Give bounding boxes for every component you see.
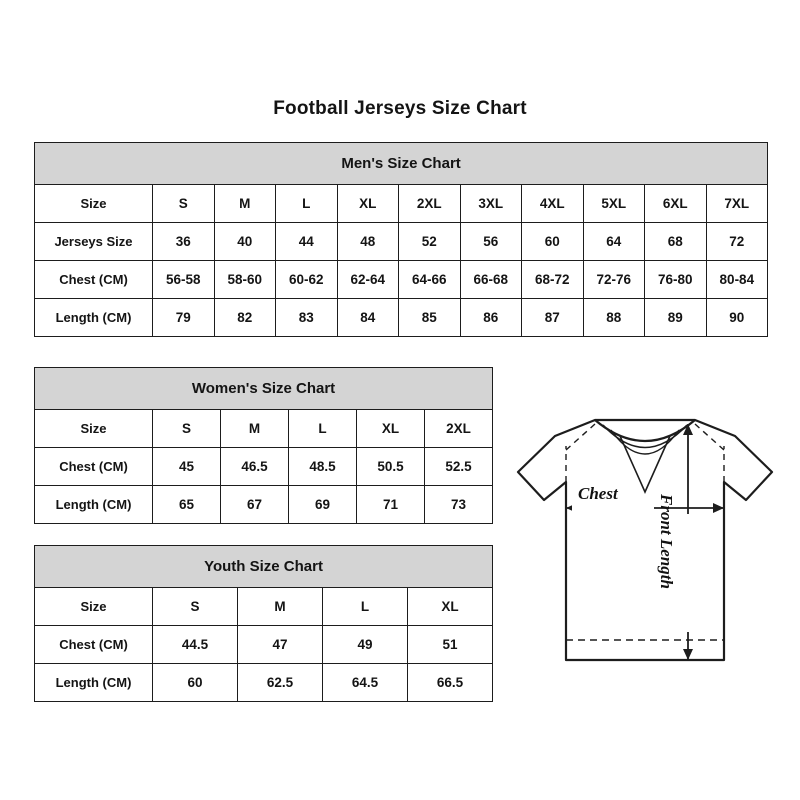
table-cell: 44.5: [153, 626, 238, 664]
table-cell: 60: [153, 664, 238, 702]
youth-table-caption: Youth Size Chart: [35, 546, 493, 588]
table-cell: 79: [153, 299, 215, 337]
row-label: Size: [35, 185, 153, 223]
table-cell: L: [276, 185, 338, 223]
table-row: [35, 185, 768, 223]
table-cell: 48.5: [289, 448, 357, 486]
table-cell: 2XL: [399, 185, 461, 223]
table-cell: 83: [276, 299, 338, 337]
table-cell: 46.5: [221, 448, 289, 486]
table-cell: 64: [583, 223, 645, 261]
row-label: Chest (CM): [35, 626, 153, 664]
table-cell: 64-66: [399, 261, 461, 299]
table-cell: 52: [399, 223, 461, 261]
table-cell: S: [153, 588, 238, 626]
table-cell: 69: [289, 486, 357, 524]
table-cell: 82: [214, 299, 276, 337]
table-cell: 40: [214, 223, 276, 261]
table-caption-row: [35, 368, 493, 410]
table-row: [35, 664, 493, 702]
table-cell: 60-62: [276, 261, 338, 299]
table-cell: 7XL: [706, 185, 768, 223]
table-cell: 73: [425, 486, 493, 524]
table-cell: 71: [357, 486, 425, 524]
table-cell: 49: [323, 626, 408, 664]
table-cell: 62-64: [337, 261, 399, 299]
table-cell: 76-80: [645, 261, 707, 299]
row-label: Size: [35, 410, 153, 448]
table-cell: L: [289, 410, 357, 448]
table-cell: 90: [706, 299, 768, 337]
table-row: [35, 448, 493, 486]
table-cell: 3XL: [460, 185, 522, 223]
page-title: Football Jerseys Size Chart: [273, 98, 527, 119]
table-cell: 85: [399, 299, 461, 337]
jersey-measurement-diagram: [500, 398, 790, 698]
table-caption-row: [35, 143, 768, 185]
table-cell: 67: [221, 486, 289, 524]
table-cell: 56: [460, 223, 522, 261]
table-cell: 56-58: [153, 261, 215, 299]
table-cell: S: [153, 185, 215, 223]
chest-measure-label: Chest: [578, 484, 618, 503]
table-cell: 4XL: [522, 185, 584, 223]
table-cell: 80-84: [706, 261, 768, 299]
table-cell: 86: [460, 299, 522, 337]
table-cell: 68: [645, 223, 707, 261]
table-cell: 72: [706, 223, 768, 261]
table-row: [35, 486, 493, 524]
table-row: [35, 626, 493, 664]
mens-size-chart-table: [34, 142, 768, 337]
table-cell: L: [323, 588, 408, 626]
table-caption-row: [35, 546, 493, 588]
table-cell: 2XL: [425, 410, 493, 448]
table-cell: XL: [408, 588, 493, 626]
row-label: Size: [35, 588, 153, 626]
row-label: Jerseys Size: [35, 223, 153, 261]
row-label: Length (CM): [35, 486, 153, 524]
table-cell: 51: [408, 626, 493, 664]
table-cell: XL: [357, 410, 425, 448]
table-cell: 65: [153, 486, 221, 524]
mens-table-caption: Men's Size Chart: [35, 143, 768, 185]
youth-size-chart-table: [34, 545, 493, 702]
table-cell: 72-76: [583, 261, 645, 299]
row-label: Length (CM): [35, 664, 153, 702]
table-cell: 62.5: [238, 664, 323, 702]
table-cell: 47: [238, 626, 323, 664]
table-cell: M: [238, 588, 323, 626]
table-row: [35, 299, 768, 337]
table-row: [35, 223, 768, 261]
table-cell: S: [153, 410, 221, 448]
womens-table-caption: Women's Size Chart: [35, 368, 493, 410]
row-label: Chest (CM): [35, 261, 153, 299]
table-cell: 52.5: [425, 448, 493, 486]
table-cell: 45: [153, 448, 221, 486]
table-cell: XL: [337, 185, 399, 223]
row-label: Chest (CM): [35, 448, 153, 486]
table-cell: M: [221, 410, 289, 448]
table-cell: 64.5: [323, 664, 408, 702]
row-label: Length (CM): [35, 299, 153, 337]
table-row: [35, 261, 768, 299]
table-cell: M: [214, 185, 276, 223]
table-cell: 5XL: [583, 185, 645, 223]
table-cell: 36: [153, 223, 215, 261]
jersey-shirt-icon: [500, 398, 790, 698]
table-cell: 88: [583, 299, 645, 337]
table-cell: 50.5: [357, 448, 425, 486]
table-cell: 66.5: [408, 664, 493, 702]
table-cell: 60: [522, 223, 584, 261]
table-cell: 48: [337, 223, 399, 261]
table-cell: 58-60: [214, 261, 276, 299]
table-cell: 66-68: [460, 261, 522, 299]
table-cell: 6XL: [645, 185, 707, 223]
table-cell: 87: [522, 299, 584, 337]
table-cell: 68-72: [522, 261, 584, 299]
womens-size-chart-table: [34, 367, 493, 524]
table-row: [35, 588, 493, 626]
front-length-measure-label: Front Length: [657, 494, 676, 589]
table-row: [35, 410, 493, 448]
table-cell: 89: [645, 299, 707, 337]
table-cell: 44: [276, 223, 338, 261]
table-cell: 84: [337, 299, 399, 337]
